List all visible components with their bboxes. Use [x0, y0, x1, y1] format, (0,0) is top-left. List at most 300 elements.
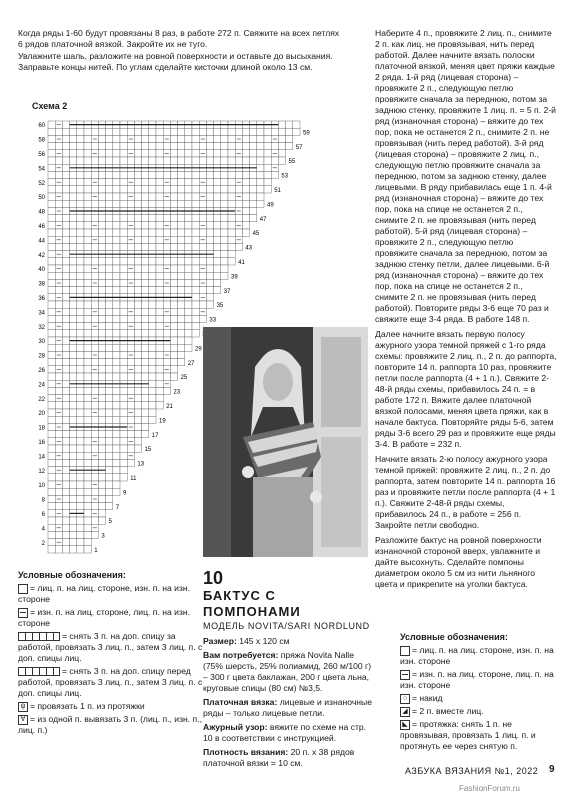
model-number: 10	[203, 568, 224, 588]
chart-row-label-right: 27	[187, 360, 195, 367]
chart-cell	[106, 315, 113, 322]
schema-title: Схема 2	[32, 101, 68, 111]
chart-row-label-right: 5	[108, 519, 112, 526]
chart-cell	[156, 315, 163, 322]
chart-cell	[84, 171, 91, 178]
chart-cell	[142, 258, 149, 265]
chart-cell	[48, 409, 55, 416]
left-paragraph-2: Увлажните шаль, разложите на ровной поверхности и оставьте до высыхания. Заправьте концы нитей. По углам сделайте кисточки длиной около 13 см.	[18, 51, 333, 72]
chart-cell	[185, 308, 192, 315]
legend-left-item	[18, 583, 208, 605]
chart-cell	[70, 503, 77, 510]
legend-left-title: Условные обозначения:	[18, 570, 126, 580]
chart-cell	[91, 416, 98, 423]
chart-cell	[185, 315, 192, 322]
lace-value: вяжите по схеме на стр. 10 в соответствии с инструкцией.	[203, 722, 367, 743]
chart-cell	[62, 128, 69, 135]
chart-cell	[214, 135, 221, 142]
chart-cell	[84, 431, 91, 438]
legend-right-item	[400, 706, 560, 717]
chart-cell	[127, 301, 134, 308]
chart-cell	[84, 387, 91, 394]
chart-cell	[250, 186, 257, 193]
chart-row-label-left: 6	[41, 512, 45, 518]
chart-cell	[120, 128, 127, 135]
chart-cell	[113, 459, 120, 466]
chart-cell	[134, 402, 141, 409]
chart-row-label-right: 21	[166, 404, 173, 410]
chart-cell	[134, 431, 141, 438]
chart-cell	[113, 287, 120, 294]
chart-cell	[70, 179, 77, 186]
legend-left-item	[18, 607, 208, 629]
chart-cell	[192, 128, 199, 135]
chart-cell	[149, 229, 156, 236]
chart-cell	[178, 222, 185, 229]
chart-cell	[185, 193, 192, 200]
chart-cell	[156, 150, 163, 157]
chart-cell	[62, 366, 69, 373]
page-number: 9	[549, 764, 555, 775]
chart-cell	[250, 179, 257, 186]
chart-cell	[55, 503, 62, 510]
chart-cell	[170, 308, 177, 315]
chart-cell	[77, 323, 84, 330]
chart-cell	[62, 380, 69, 387]
chart-cell	[206, 287, 213, 294]
chart-cell	[91, 488, 98, 495]
chart-cell	[120, 323, 127, 330]
chart-cell	[257, 171, 264, 178]
chart-cell	[106, 243, 113, 250]
chart-cell	[134, 330, 141, 337]
chart-cell	[62, 402, 69, 409]
chart-cell	[113, 200, 120, 207]
chart-cell	[70, 488, 77, 495]
chart-cell	[48, 193, 55, 200]
chart-cell	[62, 251, 69, 258]
chart-cell	[250, 157, 257, 164]
chart-cell	[77, 495, 84, 502]
chart-cell	[120, 272, 127, 279]
chart-cell	[77, 193, 84, 200]
chart-cell	[84, 265, 91, 272]
model-size	[203, 636, 373, 647]
chart-cell	[142, 351, 149, 358]
chart-cell	[106, 222, 113, 229]
chart-cell	[62, 409, 69, 416]
chart-cell	[134, 258, 141, 265]
chart-cell	[55, 272, 62, 279]
chart-cell	[106, 157, 113, 164]
chart-cell	[120, 200, 127, 207]
chart-cell	[106, 481, 113, 488]
chart-cell	[113, 258, 120, 265]
chart-cell	[84, 495, 91, 502]
size-value: 145 х 120 см	[239, 636, 290, 646]
chart-cell	[84, 301, 91, 308]
chart-cell	[120, 171, 127, 178]
chart-cell	[134, 128, 141, 135]
chart-cell	[98, 459, 105, 466]
chart-cell	[48, 272, 55, 279]
chart-cell	[48, 531, 55, 538]
chart-cell	[163, 344, 170, 351]
chart-cell	[264, 164, 271, 171]
chart-cell	[156, 402, 163, 409]
chart-cell	[62, 546, 69, 553]
chart-cell	[149, 301, 156, 308]
chart-cell	[156, 128, 163, 135]
chart-cell	[214, 229, 221, 236]
chart-cell	[142, 272, 149, 279]
chart-cell	[113, 236, 120, 243]
chart-cell	[55, 143, 62, 150]
chart-cell	[127, 315, 134, 322]
chart-cell	[170, 143, 177, 150]
chart-cell	[48, 517, 55, 524]
chart-row-label-left: 30	[38, 339, 45, 346]
chart-cell	[77, 135, 84, 142]
chart-cell	[134, 423, 141, 430]
chart-cell	[199, 215, 206, 222]
chart-cell	[98, 265, 105, 272]
chart-cell	[206, 179, 213, 186]
chart-cell	[113, 467, 120, 474]
garter-value: лицевые и изнаночные ряды – только лицевые петли.	[203, 697, 373, 718]
chart-cell	[134, 179, 141, 186]
chart-cell	[70, 445, 77, 452]
chart-cell	[134, 272, 141, 279]
chart-cell	[192, 301, 199, 308]
chart-cell	[278, 135, 285, 142]
needs-label: Вам потребуется:	[203, 650, 279, 660]
chart-cell	[228, 179, 235, 186]
chart-cell	[48, 510, 55, 517]
chart-cell	[149, 179, 156, 186]
chart-cell	[170, 351, 177, 358]
chart-cell	[70, 351, 77, 358]
chart-cell	[134, 351, 141, 358]
chart-cell	[163, 171, 170, 178]
chart-cell	[106, 467, 113, 474]
chart-cell	[62, 330, 69, 337]
chart-cell	[170, 272, 177, 279]
chart-row-label-left: 32	[38, 324, 45, 331]
chart-cell	[142, 315, 149, 322]
chart-cell	[113, 193, 120, 200]
chart-cell	[149, 243, 156, 250]
chart-cell	[142, 236, 149, 243]
chart-cell	[106, 373, 113, 380]
chart-cell	[242, 207, 249, 214]
chart-cell	[91, 186, 98, 193]
chart-cell	[55, 488, 62, 495]
chart-cell	[206, 229, 213, 236]
chart-cell	[48, 150, 55, 157]
chart-cell	[106, 279, 113, 286]
chart-cell	[127, 330, 134, 337]
chart-cell	[156, 373, 163, 380]
chart-cell	[77, 143, 84, 150]
chart-cell	[170, 344, 177, 351]
chart-cell	[84, 323, 91, 330]
chart-cell	[77, 265, 84, 272]
chart-cell	[62, 301, 69, 308]
chart-cell	[142, 193, 149, 200]
chart-row-label-left: 56	[38, 152, 45, 158]
chart-cell	[84, 503, 91, 510]
chart-cell	[91, 301, 98, 308]
chart-row-label-right: 15	[144, 447, 152, 454]
chart-cell	[70, 387, 77, 394]
chart-cell	[120, 474, 127, 481]
chart-cell	[106, 265, 113, 272]
chart-cell	[84, 344, 91, 351]
chart-cell	[48, 164, 55, 171]
legend-left-text: = снять 3 п. на доп. спицу за работой, провязать 3 лиц. п., затем 3 лиц. п. с доп. спицы лиц.	[18, 631, 203, 663]
chart-cell	[48, 207, 55, 214]
chart-cell	[185, 186, 192, 193]
chart-cell	[163, 143, 170, 150]
chart-cell	[228, 222, 235, 229]
chart-cell	[55, 344, 62, 351]
chart-cell	[106, 431, 113, 438]
chart-cell	[278, 150, 285, 157]
chart-cell	[149, 366, 156, 373]
chart-cell	[77, 179, 84, 186]
chart-cell	[293, 121, 300, 128]
model-garter	[203, 697, 373, 719]
chart-cell	[62, 474, 69, 481]
chart-cell	[106, 229, 113, 236]
chart-cell	[98, 402, 105, 409]
chart-cell	[70, 531, 77, 538]
chart-cell	[127, 387, 134, 394]
chart-cell	[257, 157, 264, 164]
chart-cell	[163, 387, 170, 394]
chart-cell	[134, 200, 141, 207]
chart-cell	[48, 423, 55, 430]
chart-cell	[98, 395, 105, 402]
chart-cell	[62, 135, 69, 142]
chart-cell	[84, 179, 91, 186]
chart-cell	[142, 387, 149, 394]
chart-cell	[55, 387, 62, 394]
chart-cell	[192, 179, 199, 186]
chart-cell	[106, 186, 113, 193]
chart-cell	[98, 258, 105, 265]
chart-row-label-right: 43	[245, 245, 253, 252]
chart-cell	[127, 186, 134, 193]
chart-cell	[127, 128, 134, 135]
k2tog-icon: ◢	[400, 707, 410, 717]
chart-cell	[113, 366, 120, 373]
chart-cell	[113, 359, 120, 366]
chart-cell	[149, 409, 156, 416]
chart-row-label-left: 14	[38, 454, 45, 461]
chart-cell	[106, 272, 113, 279]
chart-cell	[62, 186, 69, 193]
chart-row-label-right: 19	[159, 418, 166, 425]
chart-cell	[113, 135, 120, 142]
chart-row-label-right: 39	[231, 274, 238, 281]
needs-value: пряжа Novita Nalle (75% шерсть, 25% полиамид, 260 м/100 г) – 300 г цвета баклажан, 200 г цвета льна, круговые спицы (80 см) №3,5.	[203, 650, 372, 693]
chart-cell	[199, 171, 206, 178]
chart-cell	[120, 308, 127, 315]
chart-cell	[106, 308, 113, 315]
chart-row-label-right: 23	[173, 389, 181, 396]
chart-cell	[134, 445, 141, 452]
chart-cell	[178, 236, 185, 243]
chart-cell	[185, 344, 192, 351]
cable-left-icon	[18, 667, 60, 676]
chart-cell	[48, 337, 55, 344]
chart-cell	[77, 503, 84, 510]
chart-cell	[77, 402, 84, 409]
chart-cell	[120, 179, 127, 186]
chart-cell	[206, 193, 213, 200]
chart-cell	[48, 157, 55, 164]
chart-cell	[84, 481, 91, 488]
chart-cell	[156, 344, 163, 351]
chart-cell	[142, 186, 149, 193]
chart-cell	[156, 272, 163, 279]
chart-cell	[48, 503, 55, 510]
chart-cell	[134, 287, 141, 294]
chart-cell	[134, 229, 141, 236]
chart-cell	[178, 179, 185, 186]
chart-cell	[113, 315, 120, 322]
chart-cell	[84, 243, 91, 250]
chart-cell	[221, 236, 228, 243]
chart-cell	[55, 243, 62, 250]
chart-cell	[55, 171, 62, 178]
legend-left-text: = изн. п. на лиц. стороне, лиц. п. на изн. стороне	[18, 607, 191, 628]
chart-cell	[120, 351, 127, 358]
chart-cell	[120, 135, 127, 142]
chart-cell	[84, 150, 91, 157]
chart-cell	[77, 351, 84, 358]
chart-cell	[91, 359, 98, 366]
chart-cell	[127, 373, 134, 380]
chart-cell	[142, 171, 149, 178]
chart-row-label-left: 34	[38, 310, 45, 317]
chart-row-label-right: 35	[216, 303, 224, 310]
chart-cell	[84, 539, 91, 546]
chart-cell	[62, 157, 69, 164]
chart-cell	[221, 135, 228, 142]
chart-cell	[134, 323, 141, 330]
chart-cell	[98, 517, 105, 524]
chart-cell	[84, 186, 91, 193]
chart-cell	[221, 258, 228, 265]
chart-cell	[113, 445, 120, 452]
chart-cell	[120, 359, 127, 366]
chart-cell	[156, 380, 163, 387]
chart-cell	[214, 150, 221, 157]
chart-cell	[178, 258, 185, 265]
chart-cell	[77, 459, 84, 466]
chart-cell	[206, 294, 213, 301]
chart-cell	[77, 474, 84, 481]
chart-cell	[163, 128, 170, 135]
chart-cell	[185, 330, 192, 337]
legend-left-item	[18, 714, 208, 736]
chart-row-label-left: 22	[38, 396, 45, 403]
chart-cell	[106, 323, 113, 330]
chart-cell	[84, 143, 91, 150]
chart-row-label-right: 45	[252, 231, 260, 238]
chart-cell	[242, 215, 249, 222]
chart-cell	[62, 308, 69, 315]
chart-cell	[84, 236, 91, 243]
chart-cell	[221, 157, 228, 164]
chart-cell	[221, 200, 228, 207]
chart-cell	[235, 186, 242, 193]
chart-cell	[84, 200, 91, 207]
chart-cell	[178, 279, 185, 286]
chart-cell	[286, 135, 293, 142]
chart-cell	[98, 186, 105, 193]
chart-cell	[206, 243, 213, 250]
chart-row-label-left: 38	[38, 281, 45, 288]
chart-cell	[77, 531, 84, 538]
chart-cell	[62, 287, 69, 294]
chart-cell	[221, 186, 228, 193]
chart-cell	[156, 143, 163, 150]
chart-cell	[62, 517, 69, 524]
chart-cell	[149, 287, 156, 294]
chart-cell	[170, 128, 177, 135]
chart-cell	[192, 236, 199, 243]
chart-cell	[120, 452, 127, 459]
model-info	[203, 568, 373, 772]
chart-row-label-left: 42	[38, 252, 45, 259]
chart-cell	[70, 222, 77, 229]
chart-cell	[142, 279, 149, 286]
chart-cell	[127, 344, 134, 351]
chart-cell	[192, 222, 199, 229]
chart-row-label-left: 18	[38, 425, 45, 432]
chart-cell	[214, 272, 221, 279]
chart-cell	[228, 186, 235, 193]
chart-cell	[199, 301, 206, 308]
chart-cell	[113, 171, 120, 178]
chart-cell	[250, 128, 257, 135]
chart-cell	[77, 171, 84, 178]
chart-cell	[91, 157, 98, 164]
chart-cell	[106, 503, 113, 510]
chart-cell	[55, 330, 62, 337]
chart-cell	[242, 179, 249, 186]
chart-cell	[149, 344, 156, 351]
chart-cell	[250, 143, 257, 150]
chart-cell	[70, 301, 77, 308]
chart-cell	[127, 459, 134, 466]
model-subtitle: МОДЕЛЬ NOVITA/SARI NORDLUND	[203, 621, 370, 631]
chart-cell	[250, 135, 257, 142]
chart-cell	[84, 395, 91, 402]
chart-cell	[170, 222, 177, 229]
model-needs	[203, 650, 373, 694]
chart-cell	[113, 351, 120, 358]
chart-cell	[286, 128, 293, 135]
chart-cell	[120, 330, 127, 337]
chart-cell	[127, 258, 134, 265]
chart-cell	[48, 474, 55, 481]
chart-cell	[134, 387, 141, 394]
